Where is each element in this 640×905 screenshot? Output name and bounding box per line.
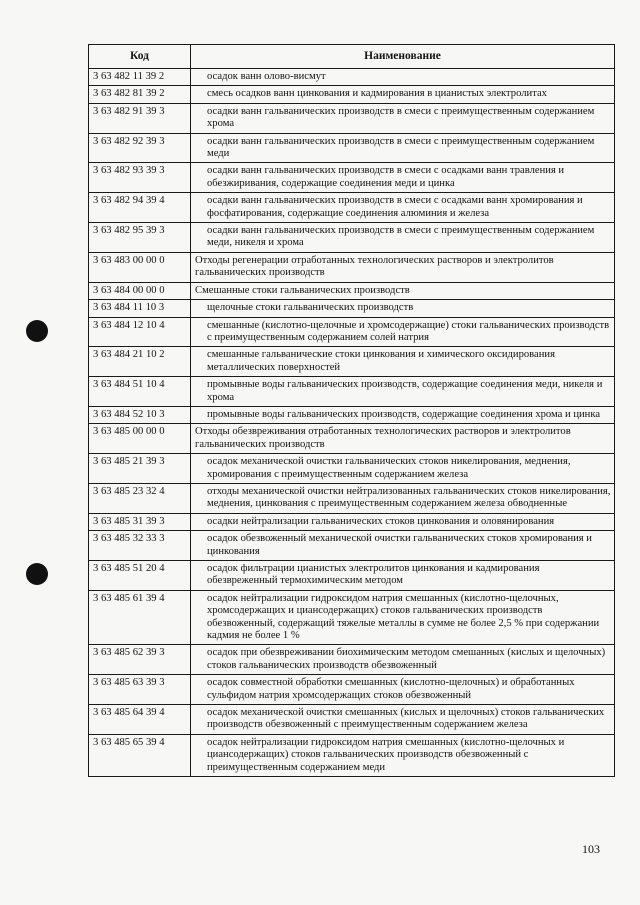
waste-name-cell: смесь осадков ванн цинкования и кадмирования в цианистых электролитах: [191, 86, 615, 103]
table-row: [89, 513, 615, 530]
table-row: [89, 86, 615, 103]
waste-name-cell: щелочные стоки гальванических производств: [191, 300, 615, 317]
waste-name-cell: осадок при обезвреживании биохимическим методом смешанных (кислых и щелочных) стоков гальванических производств обезвоженный: [191, 645, 615, 675]
waste-code-cell: 3 63 485 63 39 3: [89, 675, 191, 705]
table-row: [89, 347, 615, 377]
table-row: [89, 317, 615, 347]
table-row: [89, 223, 615, 253]
page-number: 103: [582, 842, 600, 856]
table-row: [89, 69, 615, 86]
waste-name-cell: промывные воды гальванических производств, содержащие соединения меди, никеля и хрома: [191, 377, 615, 407]
table-row: [89, 300, 615, 317]
waste-name-cell: смешанные гальванические стоки цинкования и химического оксидирования металлических поверхностей: [191, 347, 615, 377]
waste-code-cell: 3 63 482 93 39 3: [89, 163, 191, 193]
waste-code-cell: 3 63 485 32 33 3: [89, 531, 191, 561]
waste-name-cell: осадок нейтрализации гидроксидом натрия смешанных (кислотно-щелочных, хромсодержащих и циансодержащих) стоков гальванических производств обезвоженный, содержащий тяжелые металлы в сумме не более 2,5 % при содержании кадмия не более 1 %: [191, 590, 615, 645]
table-row: [89, 282, 615, 299]
table-row: [89, 252, 615, 282]
waste-code-cell: 3 63 485 64 39 4: [89, 705, 191, 735]
waste-name-cell: Отходы обезвреживания отработанных технологических растворов и электролитов гальванических производств: [191, 424, 615, 454]
waste-code-cell: 3 63 484 11 10 3: [89, 300, 191, 317]
header-name: Наименование: [191, 45, 615, 69]
table-row: [89, 406, 615, 423]
waste-name-cell: осадок нейтрализации гидроксидом натрия смешанных (кислотно-щелочных и циансодержащих) стоков гальванических производств обезвоженный с преимущественным содержанием меди: [191, 734, 615, 776]
waste-code-cell: 3 63 482 11 39 2: [89, 69, 191, 86]
header-code: Код: [89, 45, 191, 69]
waste-name-cell: осадки ванн гальванических производств в смеси с осадками ванн травления и обезжиривания, содержащие соединения меди и цинка: [191, 163, 615, 193]
table-row: [89, 483, 615, 513]
waste-name-cell: осадки ванн гальванических производств в смеси с осадками ванн хромирования и фосфатирования, содержащие соединения алюминия и железа: [191, 193, 615, 223]
table-row: [89, 193, 615, 223]
waste-code-cell: 3 63 482 91 39 3: [89, 103, 191, 133]
waste-name-cell: отходы механической очистки нейтрализованных гальванических стоков никелирования, меднения, цинкования с преимущественным содержанием железа обводненные: [191, 483, 615, 513]
table-row: [89, 645, 615, 675]
waste-code-cell: 3 63 482 95 39 3: [89, 223, 191, 253]
table-row: [89, 454, 615, 484]
table-row: [89, 561, 615, 591]
waste-name-cell: промывные воды гальванических производств, содержащие соединения хрома и цинка: [191, 406, 615, 423]
waste-code-cell: 3 63 485 23 32 4: [89, 483, 191, 513]
waste-code-cell: 3 63 483 00 00 0: [89, 252, 191, 282]
waste-name-cell: Отходы регенерации отработанных технологических растворов и электролитов гальванических производств: [191, 252, 615, 282]
table-row: [89, 590, 615, 645]
waste-code-cell: 3 63 485 51 20 4: [89, 561, 191, 591]
waste-code-cell: 3 63 485 31 39 3: [89, 513, 191, 530]
waste-name-cell: осадки нейтрализации гальванических стоков цинкования и оловянирования: [191, 513, 615, 530]
waste-name-cell: осадок ванн олово-висмут: [191, 69, 615, 86]
waste-name-cell: осадок механической очистки гальванических стоков никелирования, меднения, хромирования с преимущественным содержанием железа: [191, 454, 615, 484]
table-row: [89, 734, 615, 776]
waste-code-cell: 3 63 485 21 39 3: [89, 454, 191, 484]
waste-code-cell: 3 63 485 65 39 4: [89, 734, 191, 776]
binder-hole-bottom: [26, 563, 48, 585]
table-row: [89, 163, 615, 193]
waste-code-cell: 3 63 484 51 10 4: [89, 377, 191, 407]
waste-code-cell: 3 63 485 00 00 0: [89, 424, 191, 454]
table-row: [89, 675, 615, 705]
waste-name-cell: осадок механической очистки смешанных (кислых и щелочных) стоков гальванических производств обезвоженный с преимущественным содержанием железа: [191, 705, 615, 735]
waste-name-cell: смешанные (кислотно-щелочные и хромсодержащие) стоки гальванических производств с преимущественным содержанием солей натрия: [191, 317, 615, 347]
waste-name-cell: Смешанные стоки гальванических производств: [191, 282, 615, 299]
waste-name-cell: осадки ванн гальванических производств в смеси с преимущественным содержанием хрома: [191, 103, 615, 133]
waste-code-cell: 3 63 484 12 10 4: [89, 317, 191, 347]
table-row: [89, 377, 615, 407]
waste-code-cell: 3 63 482 81 39 2: [89, 86, 191, 103]
table-header-row: [89, 45, 615, 69]
binder-hole-top: [26, 320, 48, 342]
table-row: [89, 705, 615, 735]
waste-code-table: [88, 44, 615, 777]
waste-code-cell: 3 63 482 94 39 4: [89, 193, 191, 223]
waste-name-cell: осадок обезвоженный механической очистки гальванических стоков хромирования и цинкования: [191, 531, 615, 561]
waste-code-cell: 3 63 485 62 39 3: [89, 645, 191, 675]
waste-code-cell: 3 63 484 21 10 2: [89, 347, 191, 377]
waste-name-cell: осадок совместной обработки смешанных (кислотно-щелочных) и обработанных сульфидом натрия хромсодержащих стоков обезвоженный: [191, 675, 615, 705]
waste-code-cell: 3 63 484 52 10 3: [89, 406, 191, 423]
table-row: [89, 424, 615, 454]
waste-code-cell: 3 63 485 61 39 4: [89, 590, 191, 645]
waste-name-cell: осадок фильтрации цианистых электролитов цинкования и кадмирования обезвреженный термохимическим методом: [191, 561, 615, 591]
waste-code-cell: 3 63 484 00 00 0: [89, 282, 191, 299]
table-row: [89, 133, 615, 163]
waste-name-cell: осадки ванн гальванических производств в смеси с преимущественным содержанием меди: [191, 133, 615, 163]
waste-code-cell: 3 63 482 92 39 3: [89, 133, 191, 163]
table-row: [89, 103, 615, 133]
table-row: [89, 531, 615, 561]
waste-name-cell: осадки ванн гальванических производств в смеси с преимущественным содержанием меди, никеля и хрома: [191, 223, 615, 253]
